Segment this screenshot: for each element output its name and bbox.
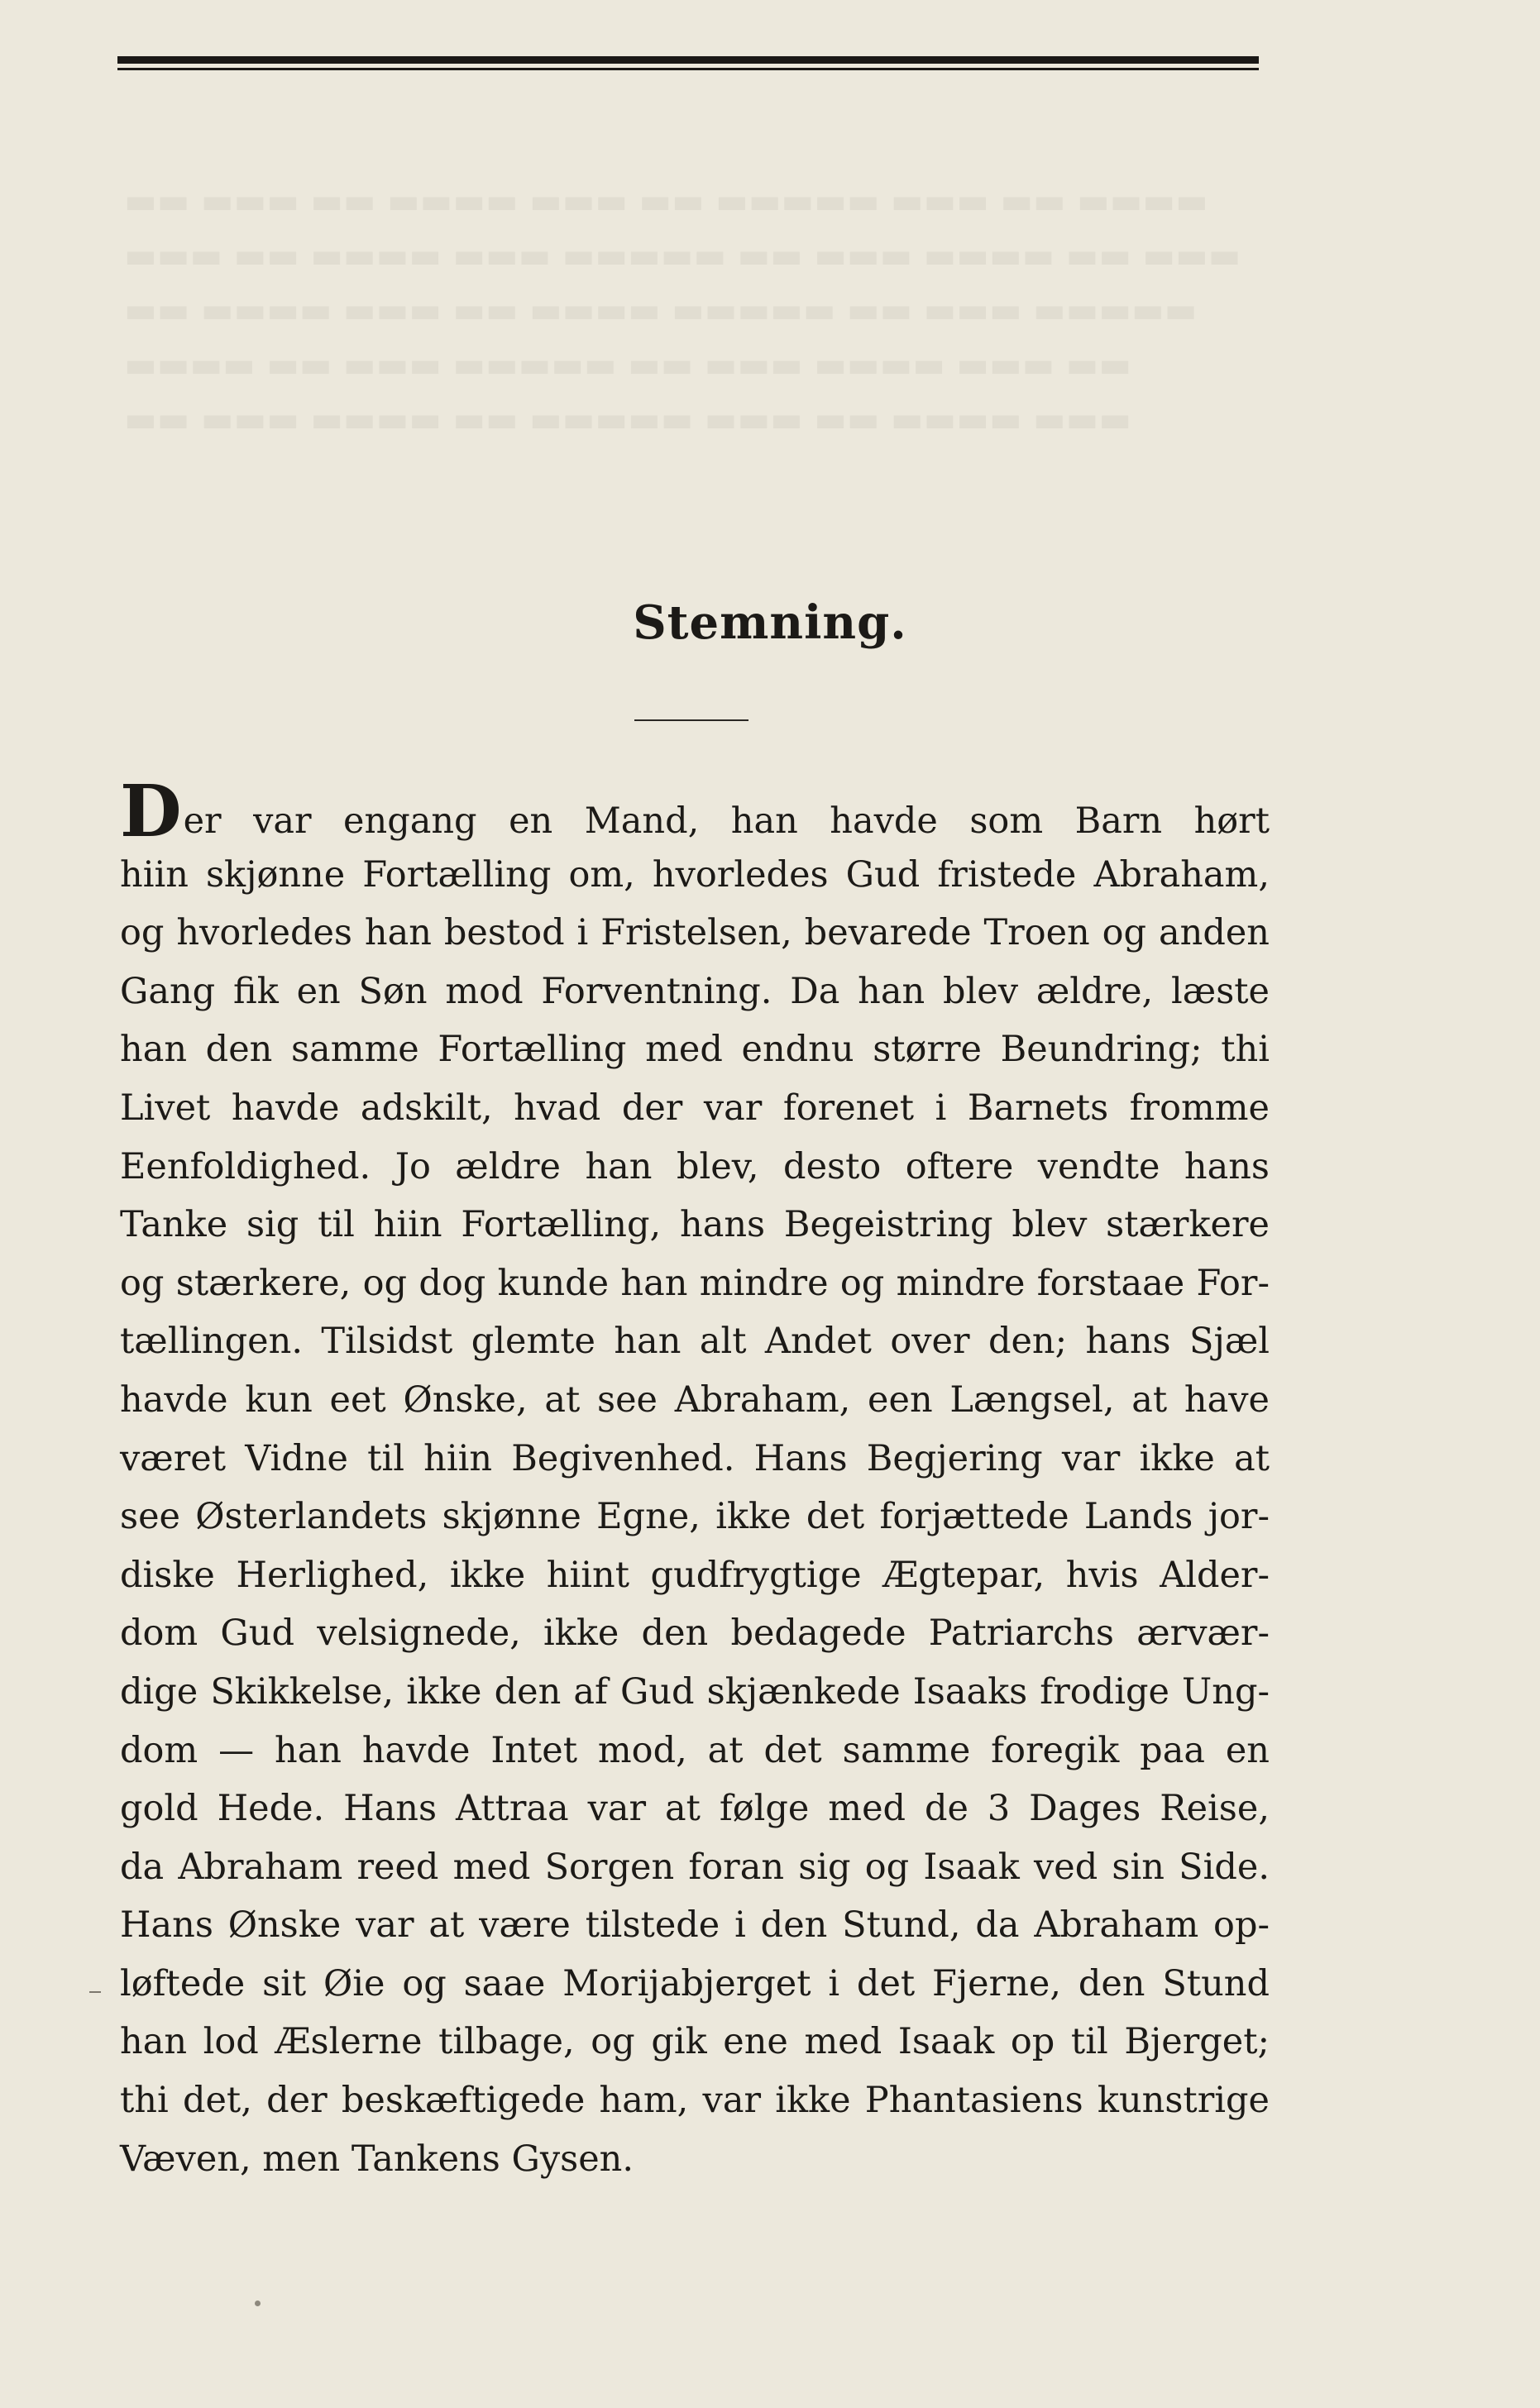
text-line: Gang fik en Søn mod Forventning. Da han blev ældre, læste [120,970,1270,1012]
text-line: gold Hede. Hans Attraa var at følge med de 3 Dages Reise, [120,1788,1270,1830]
text-line: Livet havde adskilt, hvad der var forenet i Barnets fromme [120,1087,1270,1129]
text-line: og hvorledes han bestod i Fristelsen, bevarede Troen og anden [120,912,1270,954]
top-rule-thick [117,56,1259,64]
text-line: Væven, men Tankens Gysen. [120,2138,634,2180]
text-line: Der var engang en Mand, han havde som Barn hørt [120,770,1270,853]
text-line: thi det, der beskæftigede ham, var ikke Phantasiens kunstrige [120,2080,1270,2122]
text-line: Eenfoldighed. Jo ældre han blev, desto oftere vendte hans [120,1145,1270,1187]
text-line: Tanke sig til hiin Fortælling, hans Begeistring blev stærkere [120,1204,1270,1246]
text-line: han den samme Fortælling med endnu større Beundring; thi [120,1029,1270,1071]
text-line: og stærkere, og dog kunde han mindre og mindre forstaae For- [120,1262,1270,1304]
paper-speck [255,2300,261,2306]
text-line: dom Gud velsignede, ikke den bedagede Patriarchs ærvær- [120,1612,1270,1655]
top-rule-thin [117,68,1259,70]
margin-mark [89,1991,101,1993]
text-line: været Vidne til hiin Begivenhed. Hans Begjering var ikke at [120,1437,1270,1479]
paragraph [120,770,1270,2188]
text-line: han lod Æslerne tilbage, og gik ene med Isaak op til Bjerget; [120,2021,1270,2063]
text-line: see Østerlandets skjønne Egne, ikke det forjættede Lands jor- [120,1496,1270,1538]
text-line: havde kun eet Ønske, at see Abraham, een Længsel, at have [120,1378,1270,1421]
title-divider [634,719,748,721]
drop-cap: D [120,770,182,853]
section-title: Stemning. [633,595,907,650]
text-line: da Abraham reed med Sorgen foran sig og Isaak ved sin Side. [120,1846,1270,1888]
show-through-texture: ▬▬ ▬▬▬ ▬▬ ▬▬▬▬ ▬▬▬ ▬▬ ▬▬▬▬▬ ▬▬▬ ▬▬ ▬▬▬▬ ▬▬▬ ▬▬ ▬▬▬▬ ▬▬▬ ▬▬▬▬▬ ▬▬ ▬▬▬ ▬▬▬▬ ▬▬ ▬▬▬ ▬▬ ▬▬▬▬ ▬▬▬ ▬▬ ▬▬▬▬ ▬▬▬▬▬ ▬▬ ▬▬▬ ▬▬▬▬▬ ▬▬▬▬ ▬▬ ▬▬▬ ▬▬▬▬▬ ▬▬ ▬▬▬ ▬▬▬▬ ▬▬▬ ▬▬ ▬▬ ▬▬▬ ▬▬▬▬ ▬▬ ▬▬▬▬▬ ▬▬▬ ▬▬ ▬▬▬▬ ▬▬▬ [124,180,1241,439]
text-line: diske Herlighed, ikke hiint gudfrygtige Ægtepar, hvis Alder- [120,1554,1270,1596]
text-line: dom — han havde Intet mod, at det samme foregik paa en [120,1729,1270,1771]
text-line: Hans Ønske var at være tilstede i den Stund, da Abraham op- [120,1904,1270,1947]
text-line: løftede sit Øie og saae Morijabjerget i det Fjerne, den Stund [120,1962,1270,2004]
text-line: hiin skjønne Fortælling om, hvorledes Gud fristede Abraham, [120,853,1270,896]
text-line: tællingen. Tilsidst glemte han alt Andet over den; hans Sjæl [120,1321,1270,1363]
text-line: dige Skikkelse, ikke den af Gud skjænkede Isaaks frodige Ung- [120,1670,1270,1713]
